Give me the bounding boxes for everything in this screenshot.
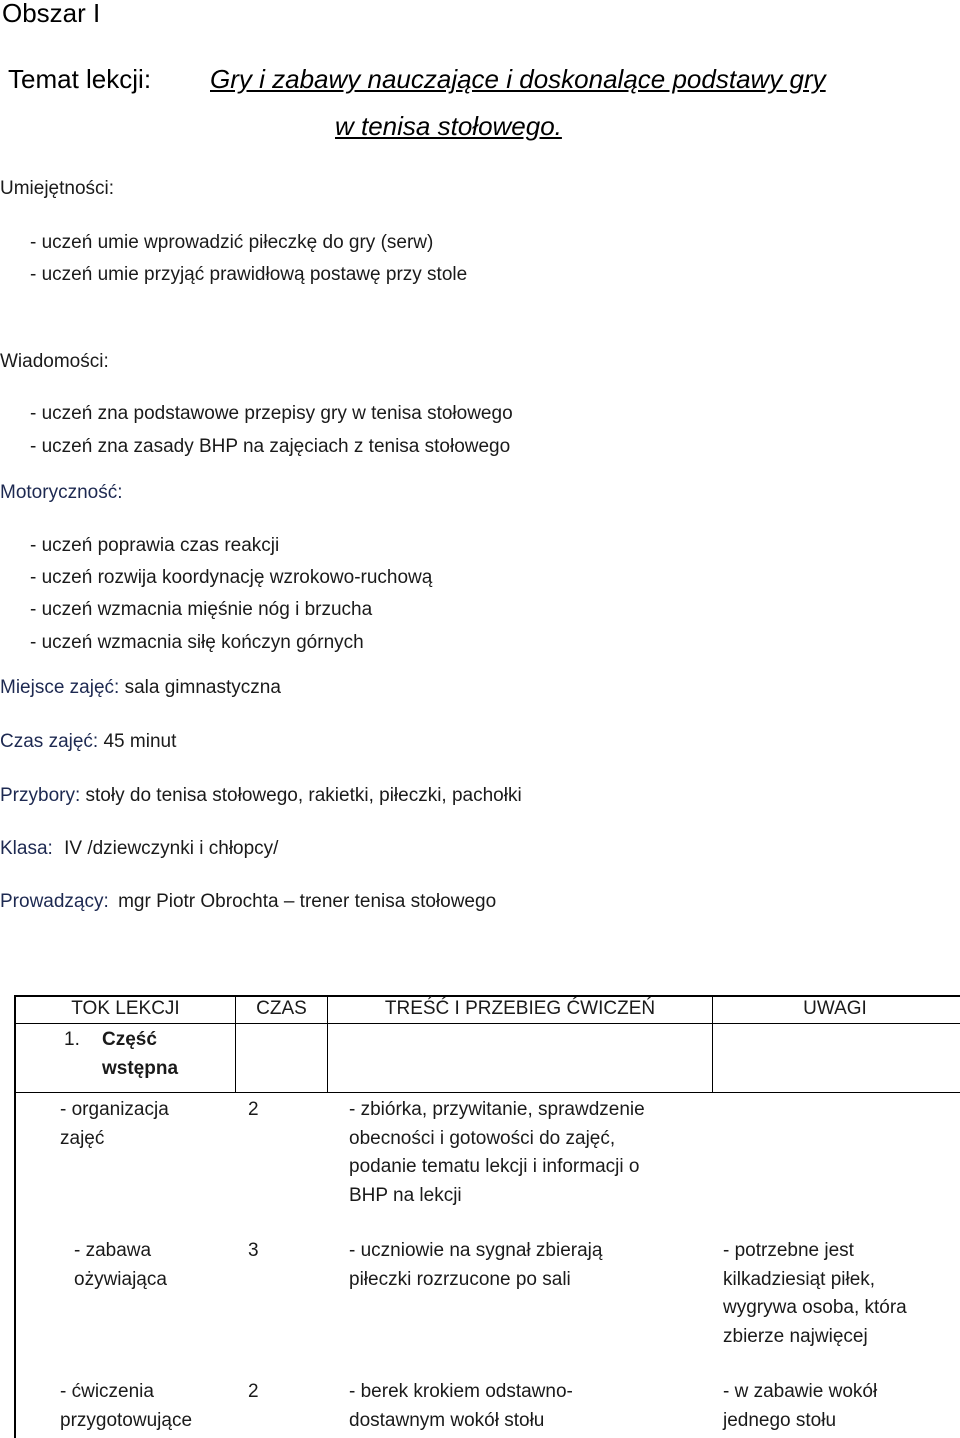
teacher-value: mgr Piotr Obrochta – trener tenisa stołowego (118, 891, 497, 912)
row-time: 3 (248, 1240, 259, 1261)
row-notes: - w zabawie wokół jednego stołu (723, 1381, 878, 1431)
topic-label: Temat lekcji: (8, 64, 152, 94)
equipment-label: Przybory: (0, 785, 81, 806)
row-content: - uczniowie na sygnał zbierają piłeczki rozrzucone po sali (349, 1240, 603, 1290)
skills-item: - uczeń umie przyjąć prawidłową postawę przy stole (30, 264, 468, 285)
row-stage: - organizacja zajęć (60, 1099, 169, 1149)
knowledge-title: Wiadomości: (0, 351, 109, 372)
motor-item: - uczeń rozwija koordynację wzrokowo-ruchową (30, 567, 433, 588)
knowledge-item: - uczeń zna zasady BHP na zajęciach z tenisa stołowego (30, 436, 511, 457)
place-label: Miejsce zajęć: (0, 677, 120, 698)
equipment-value: stoły do tenisa stołowego, rakietki, piłeczki, pachołki (85, 785, 522, 806)
skills-item: - uczeń umie wprowadzić piłeczkę do gry (serw) (30, 232, 434, 253)
class-row (0, 838, 278, 860)
part-number: 1. (64, 1029, 80, 1050)
header-time: CZAS (256, 998, 307, 1019)
equipment-row (0, 785, 522, 807)
teacher-row (0, 891, 496, 913)
place-value: sala gimnastyczna (124, 677, 281, 698)
table-header-divider (14, 1023, 960, 1024)
class-value: IV /dziewczynki i chłopcy/ (64, 838, 279, 859)
row-stage: - ćwiczenia przygotowujące (60, 1381, 193, 1431)
header-notes: UWAGI (803, 998, 867, 1019)
row-time: 2 (248, 1099, 259, 1120)
motor-title: Motoryczność: (0, 482, 123, 503)
row-content: - zbiórka, przywitanie, sprawdzenie obecności i gotowości do zajęć, podanie tematu lekcji i informacji o BHP na lekcji (349, 1099, 645, 1206)
row-notes: - potrzebne jest kilkadziesiąt piłek, wygrywa osoba, która zbierze najwięcej (723, 1240, 907, 1347)
table-part-divider (14, 1092, 960, 1093)
row-time: 2 (248, 1381, 259, 1402)
header-stage: TOK LEKCJI (71, 998, 180, 1019)
time-label: Czas zajęć: (0, 731, 99, 752)
motor-item: - uczeń wzmacnia siłę kończyn górnych (30, 632, 364, 653)
topic-title-line-2: w tenisa stołowego. (335, 111, 562, 141)
time-row (0, 731, 176, 753)
motor-item: - uczeń wzmacnia mięśnie nóg i brzucha (30, 599, 373, 620)
motor-item: - uczeń poprawia czas reakcji (30, 535, 280, 556)
time-value: 45 minut (103, 731, 177, 752)
header-content: TREŚĆ I PRZEBIEG ĆWICZEŃ (384, 998, 656, 1019)
knowledge-item: - uczeń zna podstawowe przepisy gry w tenisa stołowego (30, 403, 513, 424)
class-label: Klasa: (0, 838, 53, 859)
topic-title-line-1: Gry i zabawy nauczające i doskonalące podstawy gry (210, 64, 826, 94)
row-stage: - zabawa ożywiająca (74, 1240, 167, 1290)
area-title: Obszar I (2, 0, 101, 28)
row-content: - berek krokiem odstawno- dostawnym wokół stołu (349, 1381, 573, 1431)
part-title: Część wstępna (102, 1029, 179, 1079)
teacher-label: Prowadzący: (0, 891, 109, 912)
place-row (0, 677, 281, 699)
skills-title: Umiejętności: (0, 178, 115, 199)
